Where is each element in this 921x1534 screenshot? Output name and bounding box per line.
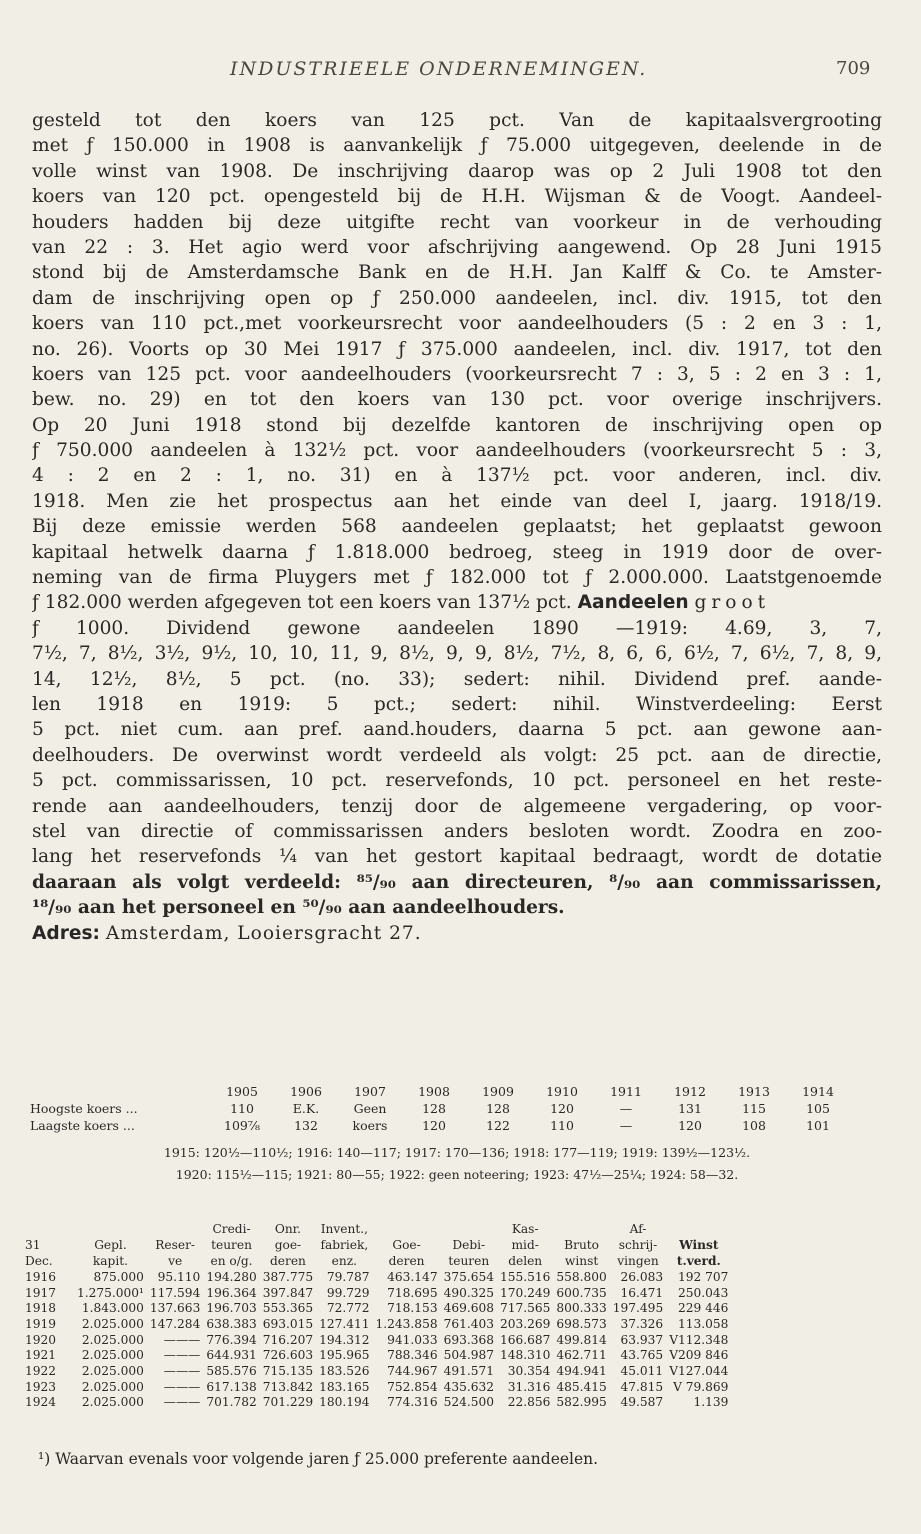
table-cell: 194.280: [206, 1269, 257, 1284]
table-cell: Geen: [353, 1101, 387, 1116]
table-row: [22, 1363, 731, 1379]
table-cell: 115: [742, 1101, 766, 1116]
table-cell: 166.687: [499, 1332, 551, 1347]
table-cell: 491.571: [443, 1364, 494, 1379]
table-cell: 713.842: [262, 1379, 314, 1394]
table-cell: 1921: [25, 1348, 57, 1363]
table-cell: 387.775: [262, 1269, 314, 1284]
koers-year: 1914: [802, 1084, 834, 1099]
column-header: deren: [388, 1253, 425, 1268]
body-line: van 22 : 3. Het agio werd voor afschrijving aangewend. Op 28 Juni 1915: [32, 236, 882, 258]
table-cell: 774.316: [387, 1395, 438, 1410]
column-header: Onr.: [274, 1222, 302, 1237]
table-cell: 716.207: [262, 1332, 314, 1347]
body-line: daaraan als volgt verdeeld: ⁸⁵/₉₀ aan directeuren, ⁸/₉₀ aan commissarissen,: [32, 871, 882, 893]
table-cell: 120: [422, 1118, 446, 1133]
table-cell: ———: [163, 1364, 201, 1379]
table-cell: 435.632: [443, 1379, 494, 1394]
body-line: [32, 590, 882, 615]
table-row: [30, 1117, 850, 1134]
column-header: deren: [269, 1253, 306, 1268]
table-cell: 43.765: [620, 1348, 664, 1363]
table-cell: 229 446: [678, 1301, 729, 1316]
table-cell: 718.153: [387, 1301, 438, 1316]
table-row: [22, 1379, 731, 1395]
table-cell: 37.326: [620, 1316, 664, 1331]
table-cell: V112.348: [669, 1332, 729, 1347]
table-cell: 698.573: [556, 1316, 607, 1331]
row-label: Laagste koers ...: [30, 1118, 135, 1133]
koers-year: 1912: [674, 1084, 706, 1099]
body-line: koers van 125 pct. voor aandeelhouders (voorkeursrecht 7 : 3, 5 : 2 en 3 : 1,: [32, 363, 882, 385]
column-header: t.verd.: [676, 1253, 721, 1268]
body-line: ¹⁸/₉₀ aan het personeel en ⁵⁰/₉₀ aan aandeelhouders.: [32, 897, 565, 919]
table-row: [22, 1300, 731, 1316]
table-cell: 183.165: [319, 1379, 370, 1394]
column-header: en o/g.: [210, 1253, 253, 1268]
table-cell: 95.110: [157, 1269, 201, 1284]
table-cell: 1918: [25, 1301, 57, 1316]
table-cell: 192 707: [678, 1269, 729, 1284]
body-line: dam de inschrijving open op ƒ 250.000 aandeelen, incl. div. 1915, tot den: [32, 287, 882, 309]
table-cell: 617.138: [206, 1379, 257, 1394]
table-cell: 1.275.000¹: [77, 1285, 144, 1300]
table-cell: koers: [352, 1118, 388, 1133]
table-cell: 110: [230, 1101, 254, 1116]
table-cell: 1916: [25, 1269, 57, 1284]
table-cell: ———: [163, 1395, 201, 1410]
table-cell: 776.394: [206, 1332, 257, 1347]
table-cell: 63.937: [620, 1332, 664, 1347]
column-header: goe-: [274, 1238, 302, 1253]
table-cell: ———: [163, 1332, 201, 1347]
body-line: [32, 921, 882, 946]
table-cell: 644.931: [206, 1348, 257, 1363]
table-cell: 31.316: [507, 1379, 551, 1394]
koers-year: 1908: [418, 1084, 450, 1099]
table-cell: 194.312: [319, 1332, 370, 1347]
table-cell: 99.729: [326, 1285, 370, 1300]
column-header: Debi-: [452, 1238, 486, 1253]
table-cell: 110: [550, 1118, 574, 1133]
column-header: kapit.: [92, 1253, 129, 1268]
column-header: vingen: [617, 1253, 659, 1268]
table-cell: 45.011: [620, 1364, 664, 1379]
koers-range-line: 1915: 120½—110½; 1916: 140—117; 1917: 170—136; 1918: 177—119; 1919: 139½—123½.: [163, 1145, 751, 1160]
column-header: [666, 1222, 731, 1238]
body-line: 1918. Men zie het prospectus aan het einde van deel I, jaarg. 1918/19.: [32, 490, 882, 512]
body-line: rende aan aandeelhouders, tenzij door de algemeene vergadering, op voor-: [32, 795, 882, 817]
table-cell: V209 846: [669, 1348, 729, 1363]
table-cell: 120: [550, 1101, 574, 1116]
column-header: Gepl.: [94, 1238, 127, 1253]
koers-range-line: 1920: 115½—115; 1921: 80—55; 1922: geen noteering; 1923: 47½—25¼; 1924: 58—32.: [175, 1167, 739, 1182]
table-cell: 79.787: [326, 1269, 370, 1284]
column-header: [553, 1222, 609, 1238]
body-line: koers van 110 pct.,met voorkeursrecht voor aandeelhouders (5 : 2 en 3 : 1,: [32, 313, 882, 335]
table-cell: 117.594: [149, 1285, 201, 1300]
table-cell: 127.411: [319, 1316, 370, 1331]
column-header: Af-: [629, 1222, 647, 1237]
koers-year: 1906: [290, 1084, 322, 1099]
table-row: [22, 1316, 731, 1332]
table-cell: 47.815: [620, 1379, 664, 1394]
table-cell: 499.814: [556, 1332, 607, 1347]
koers-year: 1907: [354, 1084, 386, 1099]
table-cell: ———: [163, 1379, 201, 1394]
table-cell: 524.500: [443, 1395, 494, 1410]
column-header: Bruto: [564, 1238, 600, 1253]
table-cell: 375.654: [443, 1269, 494, 1284]
table-cell: 196.364: [206, 1285, 257, 1300]
table-cell: 715.135: [262, 1364, 314, 1379]
table-cell: 132: [294, 1118, 318, 1133]
table-cell: 137.663: [149, 1301, 201, 1316]
table-cell: 504.987: [443, 1348, 494, 1363]
column-header: Dec.: [25, 1253, 53, 1268]
table-cell: 196.703: [206, 1301, 257, 1316]
column-header: Reser-: [155, 1238, 196, 1253]
body-line: volle winst van 1908. De inschrijving daarop was op 2 Juli 1908 tot den: [32, 160, 882, 182]
body-line: 7½, 7, 8½, 3½, 9½, 10, 10, 11, 9, 8½, 9, 9, 8½, 7½, 8, 6, 6, 6½, 7, 6½, 7, 8, 9,: [32, 643, 882, 665]
table-cell: 638.383: [206, 1316, 257, 1331]
table-cell: 875.000: [93, 1269, 144, 1284]
table-cell: 1.843.000: [81, 1301, 144, 1316]
table-cell: 1922: [25, 1364, 57, 1379]
column-header: Goe-: [392, 1238, 421, 1253]
row-label: Hoogste koers ...: [30, 1101, 138, 1116]
table-cell: 26.083: [620, 1269, 664, 1284]
table-cell: 250.043: [678, 1285, 729, 1300]
table-cell: 701.229: [262, 1395, 314, 1410]
table-cell: V127.044: [669, 1364, 729, 1379]
table-cell: 469.608: [443, 1301, 494, 1316]
body-text: [32, 108, 882, 946]
table-cell: 397.847: [262, 1285, 314, 1300]
table-cell: 485.415: [556, 1379, 607, 1394]
running-header: [0, 52, 921, 82]
body-line: no. 26). Voorts op 30 Mei 1917 ƒ 375.000 aandeelen, incl. div. 1917, tot den: [32, 338, 882, 360]
table-row: [22, 1395, 731, 1411]
body-line: stond bij de Amsterdamsche Bank en de H.H. Jan Kalff & Co. te Amster-: [32, 262, 882, 284]
table-cell: 788.346: [387, 1348, 438, 1363]
table-cell: 122: [486, 1118, 510, 1133]
table-cell: 941.033: [387, 1332, 438, 1347]
table-cell: 752.854: [387, 1379, 438, 1394]
table-cell: 120: [678, 1118, 702, 1133]
body-line: len 1918 en 1919: 5 pct.; sedert: nihil. Winstverdeeling: Eerst: [32, 693, 882, 715]
table-cell: 128: [422, 1101, 446, 1116]
body-line: Op 20 Juni 1918 stond bij dezelfde kantoren de inschrijving open op: [32, 414, 882, 436]
body-line: 14, 12½, 8½, 5 pct. (no. 33); sedert: nihil. Dividend pref. aande-: [32, 668, 882, 690]
table-cell: 22.856: [507, 1395, 551, 1410]
table-cell: 2.025.000: [81, 1364, 144, 1379]
body-line: gesteld tot den koers van 125 pct. Van de kapitaalsvergrooting: [32, 110, 882, 131]
table-cell: 1919: [25, 1316, 57, 1331]
table-cell: 490.325: [443, 1285, 494, 1300]
table-cell: 183.526: [319, 1364, 370, 1379]
body-line-text: ƒ 182.000 werden afgegeven tot een koers van 137½ pct.: [32, 592, 572, 614]
body-line: 4 : 2 en 2 : 1, no. 31) en à 137½ pct. voor anderen, incl. div.: [32, 465, 882, 487]
body-line: kapitaal hetwelk daarna ƒ 1.818.000 bedroeg, steeg in 1919 door de over-: [32, 541, 882, 563]
column-header: 31: [25, 1238, 41, 1253]
table-cell: 108: [742, 1118, 766, 1133]
table-cell: 101: [806, 1118, 830, 1133]
table-cell: ———: [163, 1348, 201, 1363]
adres-label: Adres:: [32, 922, 100, 944]
footnote: ¹) Waarvan evenals voor volgende jaren ƒ 25.000 preferente aandeelen.: [38, 1450, 599, 1468]
table-cell: 2.025.000: [81, 1379, 144, 1394]
table-row: [22, 1285, 731, 1301]
table-cell: 1.243.858: [375, 1316, 438, 1331]
table-cell: 170.249: [499, 1285, 551, 1300]
table-cell: 553.365: [262, 1301, 314, 1316]
koers-year: 1905: [226, 1084, 258, 1099]
column-header: delen: [508, 1253, 543, 1268]
column-header: [147, 1222, 203, 1238]
column-header: winst: [564, 1253, 599, 1268]
table-cell: 494.941: [556, 1364, 607, 1379]
aandeelen-label: Aandeelen: [577, 592, 689, 614]
koers-year: 1911: [610, 1084, 642, 1099]
table-cell: 2.025.000: [81, 1332, 144, 1347]
table-cell: 558.800: [556, 1269, 607, 1284]
table-cell: 30.354: [507, 1364, 551, 1379]
table-cell: 16.471: [620, 1285, 664, 1300]
table-cell: V 79.869: [673, 1379, 729, 1394]
table-cell: 462.711: [556, 1348, 607, 1363]
table-cell: 718.695: [387, 1285, 438, 1300]
body-line: 5 pct. commissarissen, 10 pct. reservefonds, 10 pct. personeel en het reste-: [32, 770, 882, 792]
table-cell: —: [619, 1101, 633, 1116]
column-header: teuren: [211, 1238, 252, 1253]
table-cell: 693.015: [262, 1316, 314, 1331]
table-cell: E.K.: [292, 1101, 320, 1116]
table-cell: 113.058: [678, 1316, 729, 1331]
column-header: [74, 1222, 147, 1238]
table-cell: 131: [678, 1101, 702, 1116]
column-header: Invent.,: [320, 1222, 368, 1237]
table-cell: —: [619, 1118, 633, 1133]
table-cell: 744.967: [387, 1364, 438, 1379]
body-line: bew. no. 29) en tot den koers van 130 pct. voor overige inschrijvers.: [32, 389, 882, 411]
table-cell: 717.565: [499, 1301, 551, 1316]
groot-label: groot: [694, 592, 771, 614]
body-line: ƒ 750.000 aandeelen à 132½ pct. voor aandeelhouders (voorkeursrecht 5 : 3,: [32, 440, 882, 462]
table-cell: 1920: [25, 1332, 57, 1347]
column-header: [441, 1222, 497, 1238]
body-line: koers van 120 pct. opengesteld bij de H.H. Wijsman & de Voogt. Aandeel-: [32, 186, 882, 208]
column-header: teuren: [448, 1253, 490, 1268]
koers-year: 1910: [546, 1084, 578, 1099]
table-cell: 2.025.000: [81, 1348, 144, 1363]
column-header: Winst: [679, 1238, 719, 1253]
table-cell: 148.310: [499, 1348, 551, 1363]
koers-year: 1913: [738, 1084, 770, 1099]
table-cell: 582.995: [556, 1395, 607, 1410]
table-cell: 105: [806, 1101, 830, 1116]
column-header: fabriek,: [320, 1238, 369, 1253]
koers-year: 1909: [482, 1084, 514, 1099]
table-cell: 128: [486, 1101, 510, 1116]
table-cell: 701.782: [206, 1395, 257, 1410]
table-cell: 155.516: [499, 1269, 551, 1284]
body-line: met ƒ 150.000 in 1908 is aanvankelijk ƒ 75.000 uitgegeven, deelende in de: [32, 135, 882, 157]
table-cell: 195.965: [319, 1348, 370, 1363]
body-line: ƒ 1000. Dividend gewone aandeelen 1890 —1919: 4.69, 3, 7,: [32, 617, 882, 639]
table-row: [22, 1348, 731, 1364]
body-line: neming van de firma Pluygers met ƒ 182.000 tot ƒ 2.000.000. Laatstgenoemde: [32, 567, 882, 589]
table-cell: 800.333: [556, 1301, 607, 1316]
column-header: mid-: [511, 1238, 539, 1253]
table-cell: 2.025.000: [81, 1395, 144, 1410]
table-cell: 203.269: [499, 1316, 551, 1331]
column-header: [22, 1222, 74, 1238]
table-cell: 585.576: [206, 1364, 257, 1379]
body-line: lang het reservefonds ¼ van het gestort kapitaal bedraagt, wordt de dotatie: [32, 846, 882, 868]
table-row: [22, 1332, 731, 1348]
table-cell: 197.495: [612, 1301, 664, 1316]
column-header: [373, 1222, 441, 1238]
table-row: [30, 1100, 850, 1117]
table-cell: 2.025.000: [81, 1316, 144, 1331]
table-cell: 180.194: [319, 1395, 370, 1410]
table-row: [22, 1269, 731, 1285]
table-cell: 1923: [25, 1379, 57, 1394]
body-line: 5 pct. niet cum. aan pref. aand.houders, daarna 5 pct. aan gewone aan-: [32, 719, 882, 741]
table-cell: 1.139: [693, 1395, 729, 1410]
table-cell: 693.368: [443, 1332, 494, 1347]
column-header: Kas-: [511, 1222, 539, 1237]
table-cell: 147.284: [149, 1316, 201, 1331]
table-cell: 109⅞: [224, 1118, 260, 1133]
column-header: Credi-: [212, 1222, 251, 1237]
table-cell: 726.603: [262, 1348, 314, 1363]
table-cell: 1924: [25, 1395, 57, 1410]
body-line: deelhouders. De overwinst wordt verdeeld als volgt: 25 pct. aan de directie,: [32, 744, 882, 766]
table-cell: 72.772: [326, 1301, 370, 1316]
table-cell: 49.587: [620, 1395, 664, 1410]
body-line: houders hadden bij deze uitgifte recht van voorkeur in de verhouding: [32, 211, 882, 233]
body-line: stel van directie of commissarissen anders besloten wordt. Zoodra en zoo-: [32, 820, 882, 842]
running-title: INDUSTRIEELE ONDERNEMINGEN.: [230, 58, 648, 80]
table-cell: 1917: [25, 1285, 57, 1300]
column-header: schrij-: [618, 1238, 658, 1253]
page-number: 709: [836, 58, 871, 79]
table-cell: 463.147: [387, 1269, 438, 1284]
column-header: ve: [168, 1253, 183, 1268]
financial-table: [22, 1222, 731, 1410]
adres-value: Amsterdam, Looiersgracht 27.: [105, 922, 422, 944]
koers-table: [30, 1083, 850, 1134]
table-cell: 600.735: [556, 1285, 607, 1300]
table-cell: 761.403: [443, 1316, 494, 1331]
body-line: Bij deze emissie werden 568 aandeelen geplaatst; het geplaatst gewoon: [32, 516, 882, 538]
column-header: enz.: [331, 1253, 358, 1268]
